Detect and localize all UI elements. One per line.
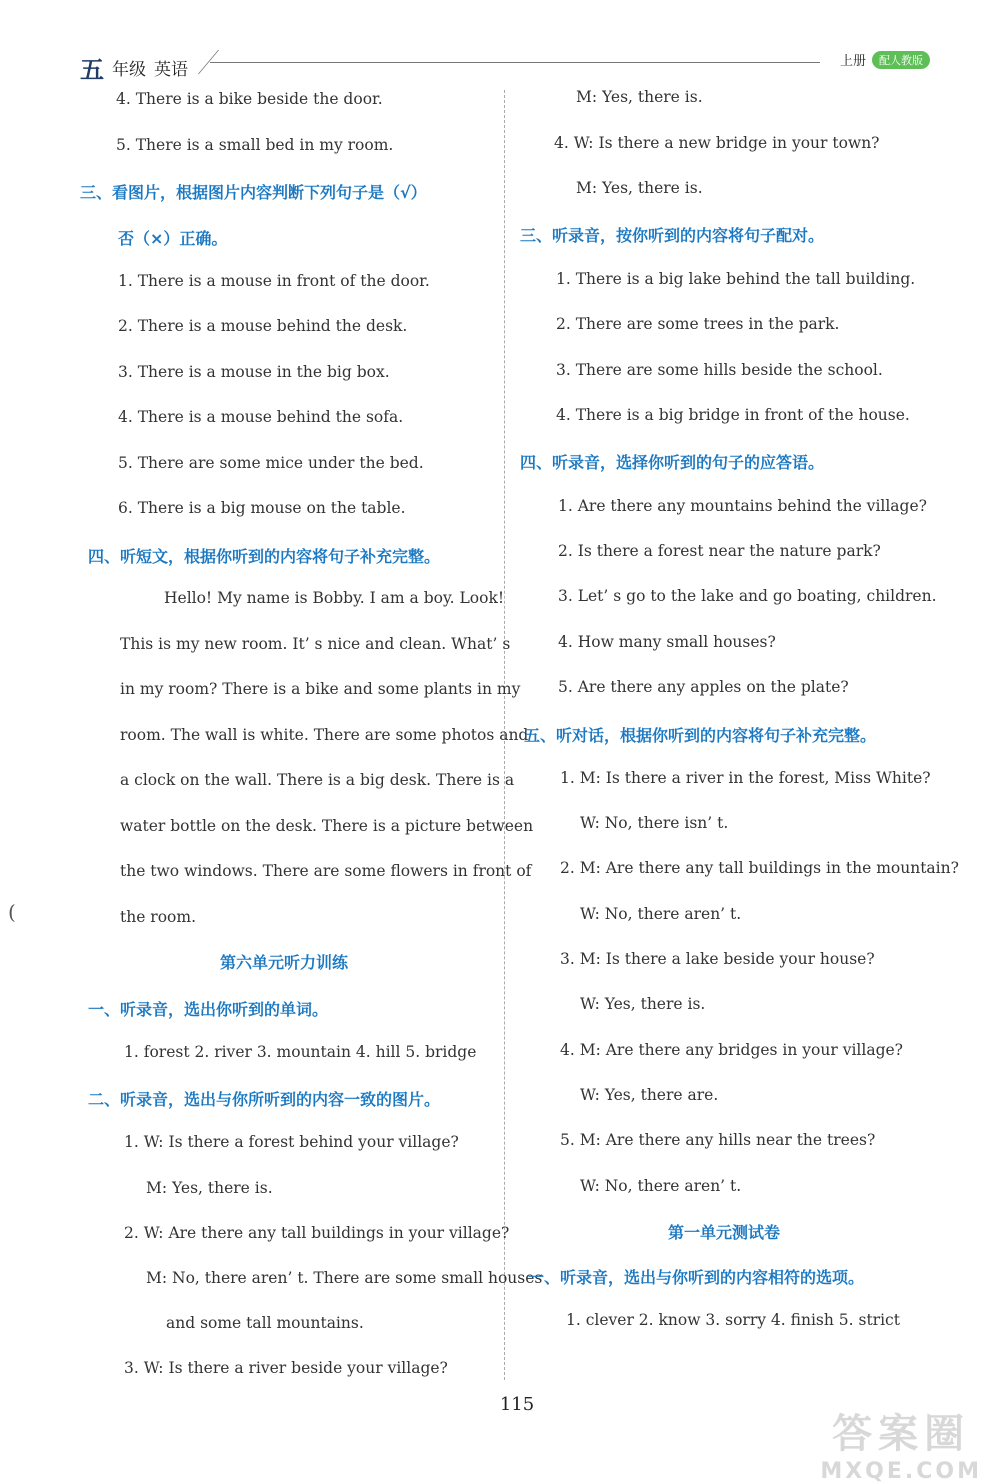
right-text-line: 1. M: Is there a river in the forest, Miss White? xyxy=(560,769,931,787)
volume-info xyxy=(840,50,930,69)
left-text-line: This is my new room. It’ s nice and clean. What’ s xyxy=(120,635,511,653)
right-section-heading: 五、听对话，根据你听到的内容将句子补充完整。 xyxy=(524,726,877,745)
left-text-line: 3. W: Is there a river beside your village? xyxy=(124,1359,448,1377)
watermark xyxy=(820,1402,982,1484)
left-section-heading: 三、看图片，根据图片内容判断下列句子是（√） xyxy=(80,183,427,202)
left-text-line: 2. There is a mouse behind the desk. xyxy=(118,317,408,335)
page-number: 115 xyxy=(499,1394,535,1415)
left-text-line: 2. W: Are there any tall buildings in your village? xyxy=(124,1224,510,1242)
right-text-line: 4. How many small houses? xyxy=(558,633,776,651)
left-section-heading: 否（×）正确。 xyxy=(118,229,228,248)
right-text-line: W: No, there aren’ t. xyxy=(580,905,742,923)
left-text-line: 5. There are some mice under the bed. xyxy=(118,454,424,472)
left-text-line: 5. There is a small bed in my room. xyxy=(116,136,394,154)
grade-label: 年级 xyxy=(112,60,146,80)
left-text-line: in my room? There is a bike and some plants in my xyxy=(120,680,521,698)
left-section-heading: 四、听短文，根据你听到的内容将句子补充完整。 xyxy=(88,547,441,566)
header-rule xyxy=(210,62,820,63)
left-text-line: Hello! My name is Bobby. I am a boy. Look! xyxy=(164,589,505,607)
subject-label: 英语 xyxy=(154,60,188,80)
right-text-line: 5. Are there any apples on the plate? xyxy=(558,678,849,696)
right-section-heading: 第一单元测试卷 xyxy=(668,1223,781,1242)
grade-number: 五 xyxy=(80,55,104,84)
left-text-line: water bottle on the desk. There is a picture between xyxy=(120,817,534,835)
left-text-line: and some tall mountains. xyxy=(166,1314,364,1332)
right-text-line: M: Yes, there is. xyxy=(576,179,703,197)
left-section-heading: 一、听录音，选出你听到的单词。 xyxy=(88,1000,329,1019)
left-text-line: the two windows. There are some flowers in front of xyxy=(120,862,532,880)
right-text-line: W: No, there aren’ t. xyxy=(580,1177,742,1195)
left-section-heading: 二、听录音，选出与你所听到的内容一致的图片。 xyxy=(88,1090,441,1109)
right-text-line: M: Yes, there is. xyxy=(576,88,703,106)
right-text-line: 4. W: Is there a new bridge in your town? xyxy=(554,134,880,152)
grade-subject xyxy=(80,50,188,85)
page-header xyxy=(80,50,930,84)
watermark-en: MXQE.COM xyxy=(820,1459,982,1484)
right-text-line: W: Yes, there is. xyxy=(580,995,706,1013)
right-section-heading: 四、听录音，选择你听到的句子的应答语。 xyxy=(520,453,825,472)
edition-badge: 配人教版 xyxy=(872,51,930,69)
left-text-line: 4. There is a bike beside the door. xyxy=(116,90,383,108)
left-text-line: 4. There is a mouse behind the sofa. xyxy=(118,408,404,426)
left-text-line: M: No, there aren’ t. There are some small houses xyxy=(146,1269,543,1287)
watermark-cn: 答案圈 xyxy=(832,1411,971,1457)
right-section-heading: 一、听录音，选出与你听到的内容相符的选项。 xyxy=(528,1268,865,1287)
right-text-line: 1. There is a big lake behind the tall building. xyxy=(556,270,916,288)
left-text-line: M: Yes, there is. xyxy=(146,1179,273,1197)
right-text-line: 2. M: Are there any tall buildings in the mountain? xyxy=(560,859,959,877)
left-text-line: 1. forest 2. river 3. mountain 4. hill 5. bridge xyxy=(124,1043,477,1061)
volume-label: 上册 xyxy=(839,54,866,69)
left-text-line: the room. xyxy=(120,908,197,926)
right-text-line: 3. M: Is there a lake beside your house? xyxy=(560,950,875,968)
left-text-line: 1. There is a mouse in front of the door. xyxy=(118,272,430,290)
right-text-line: 4. There is a big bridge in front of the house. xyxy=(556,406,910,424)
right-text-line: 5. M: Are there any hills near the trees? xyxy=(560,1131,876,1149)
left-section-heading: 第六单元听力训练 xyxy=(220,953,349,972)
left-text-line: 1. W: Is there a forest behind your village? xyxy=(124,1133,459,1151)
left-text-line: room. The wall is white. There are some photos and xyxy=(120,726,529,744)
right-text-line: 2. There are some trees in the park. xyxy=(556,315,840,333)
right-text-line: 4. M: Are there any bridges in your village? xyxy=(560,1041,903,1059)
right-text-line: 2. Is there a forest near the nature park? xyxy=(558,542,881,560)
right-text-line: W: Yes, there are. xyxy=(580,1086,719,1104)
right-text-line: W: No, there isn’ t. xyxy=(580,814,729,832)
right-text-line: 1. Are there any mountains behind the village? xyxy=(558,497,927,515)
right-text-line: 3. Let’ s go to the lake and go boating, children. xyxy=(558,587,937,605)
right-text-line: 1. clever 2. know 3. sorry 4. finish 5. strict xyxy=(566,1311,900,1329)
left-text-line: 6. There is a big mouse on the table. xyxy=(118,499,406,517)
right-text-line: 3. There are some hills beside the school. xyxy=(556,361,883,379)
left-text-line: 3. There is a mouse in the big box. xyxy=(118,363,390,381)
binding-mark: ( xyxy=(8,900,16,924)
right-section-heading: 三、听录音，按你听到的内容将句子配对。 xyxy=(520,226,825,245)
left-text-line: a clock on the wall. There is a big desk. There is a xyxy=(120,771,515,789)
